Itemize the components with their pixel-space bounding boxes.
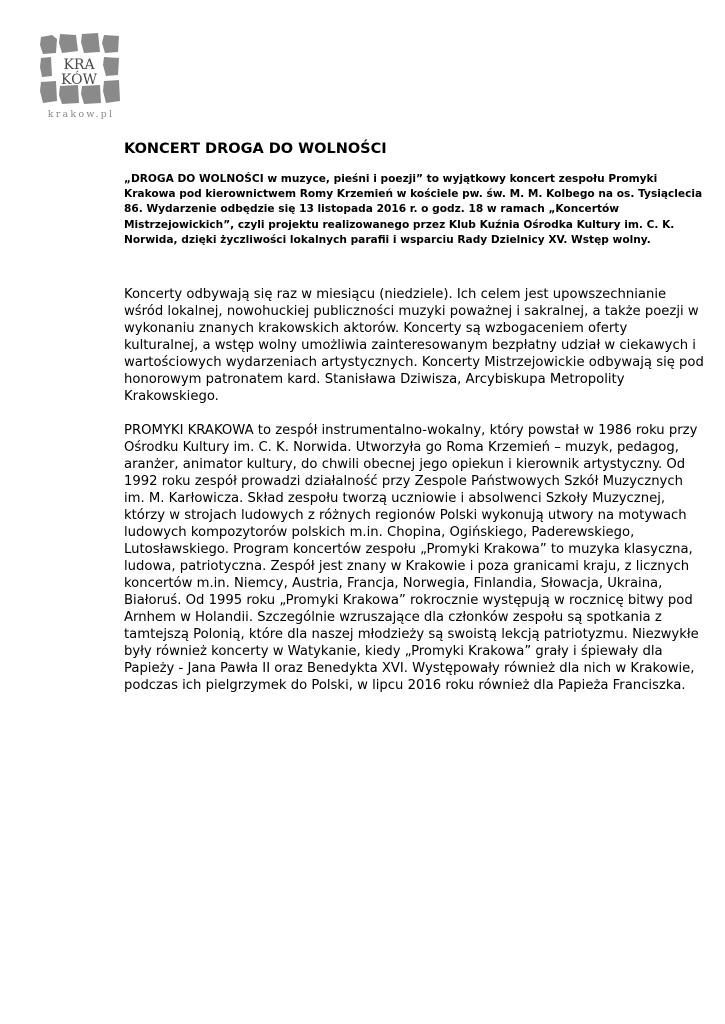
logo-word-line1: KRA — [63, 57, 95, 73]
krakow-logo-mark — [38, 31, 124, 109]
logo-caption: krakow.pl — [47, 109, 115, 120]
article-lead: „DROGA DO WOLNOŚCI w muzyce, pieśni i poezji” to wyjątkowy koncert zespołu Promyki Krakowa pod kierownictwem Romy Krzemień w kościele pw. św. M. M. Kolbego na os. Tysiąclecia 86. Wydarzenie odbędzie się 13 listopada 2016 r. o godz. 18 w ramach „Koncertów Mistrzejowickich”, czyli projektu realizowanego przez Klub Kuźnia Ośrodka Kultury im. C. K. Norwida, dzięki życzliwości lokalnych parafii i wsparciu Rady Dzielnicy XV. Wstęp wolny. — [124, 173, 703, 246]
article-title: KONCERT DROGA DO WOLNOŚCI — [124, 141, 387, 157]
article — [124, 133, 704, 694]
krakow-logo — [38, 31, 124, 123]
article-paragraph-2: PROMYKI KRAKOWA to zespół instrumentalno-wokalny, który powstał w 1986 roku przy Ośrodku Kultury im. C. K. Norwida. Utworzyła go Roma Krzemień – muzyk, pedagog, aranżer, animator kultury, do chwili obecnej jego opiekun i kierownik artystyczny. Od 1992 roku zespół prowadzi działalność przy Zespole Państwowych Szkół Muzycznych im. M. Karłowicza. Skład zespołu tworzą uczniowie i absolwenci Szkoły Muzycznej, którzy w strojach ludowych z różnych regionów Polski wykonują utwory na motywach ludowych kompozytorów polskich m.in. Chopina, Ogińskiego, Paderewskiego, Lutosławskiego. Program koncertów zespołu „Promyki Krakowa” to muzyka klasyczna, ludowa, patriotyczna. Zespół jest znany w Krakowie i poza granicami kraju, z licznych koncertów m.in. Niemcy, Austria, Francja, Norwegia, Finlandia, Słowacja, Ukraina, Białoruś. Od 1995 roku „Promyki Krakowa” rokrocznie występują w rocznicę bitwy pod Arnhem w Holandii. Szczególnie wzruszające dla członków zespołu są spotkania z tamtejszą Polonią, które dla naszej młodzieży są swoistą lekcją patriotyzmu. Niezwykłe były również koncerty w Watykanie, kiedy „Promyki Krakowa” grały i śpiewały dla Papieży - Jana Pawła II oraz Benedykta XVI. Występowały również dla nich w Krakowie, podczas ich pielgrzymek do Polski, w lipcu 2016 roku również dla Papieża Franciszka. — [124, 423, 699, 694]
article-paragraph-1: Koncerty odbywają się raz w miesiącu (niedziele). Ich celem jest upowszechnianie wśród lokalnej, nowohuckiej publiczności muzyki poważnej i sakralnej, a także poezji w wykonaniu znanych krakowskich aktorów. Koncerty są wzbogaceniem oferty kulturalnej, a wstęp wolny umożliwia zainteresowanym bezpłatny udział w ciekawych i wartościowych wydarzeniach artystycznych. Koncerty Mistrzejowickie odbywają się pod honorowym patronatem kard. Stanisława Dziwisza, Arcybiskupa Metropolity Krakowskiego. — [124, 287, 704, 405]
logo-word-line2: KÓW — [61, 72, 97, 88]
